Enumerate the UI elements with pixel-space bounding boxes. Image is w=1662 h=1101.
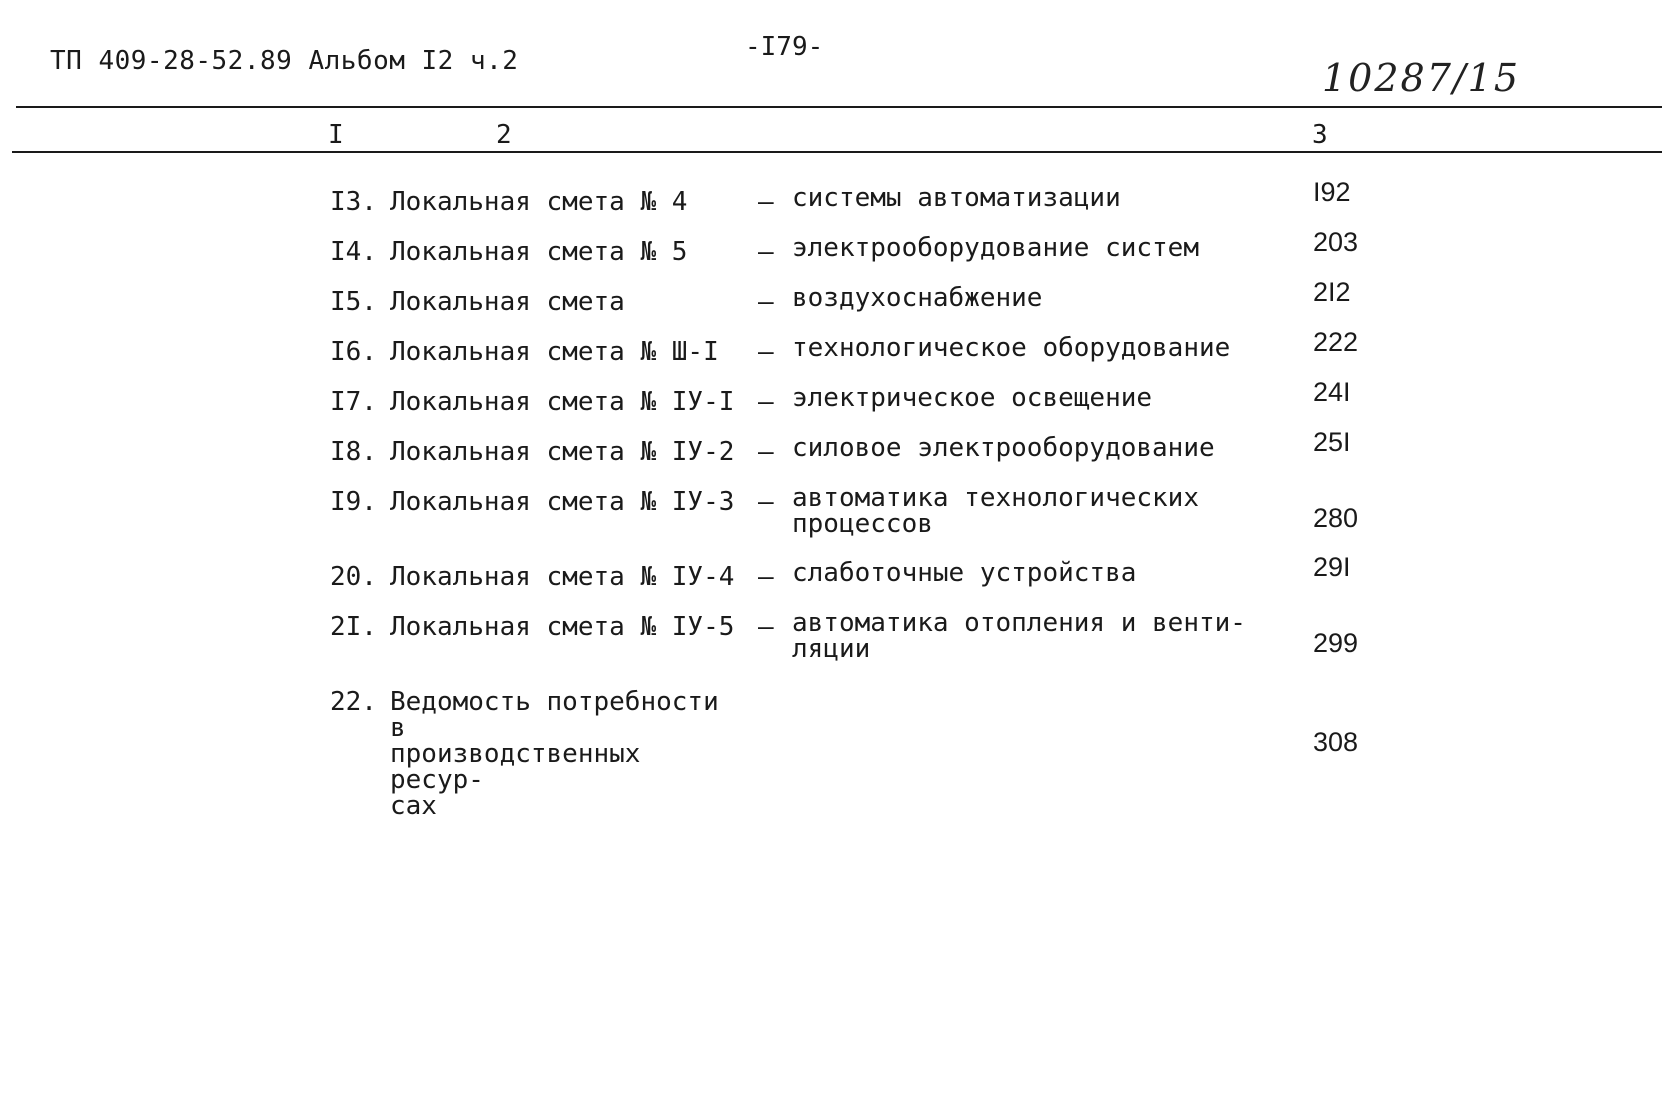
row-number: 2I.	[330, 612, 377, 642]
row-dash: –	[758, 237, 774, 267]
row-dash: –	[758, 387, 774, 417]
row-title: Локальная смета № 4	[390, 187, 688, 217]
row-number: I5.	[330, 287, 377, 317]
row-title: Локальная смета № IУ-5	[390, 612, 735, 642]
row-page: 29I	[1313, 552, 1351, 582]
column-header-2: 2	[496, 120, 512, 150]
row-dash: –	[758, 562, 774, 592]
row-description: системы автоматизации	[792, 183, 1121, 213]
row-title: Ведомость потребности в производственных ресур- сах	[390, 687, 719, 821]
row-page: 222	[1313, 327, 1359, 357]
row-description: воздухоснабжение	[792, 283, 1043, 313]
row-title: Локальная смета № IУ-I	[390, 387, 735, 417]
document-code: ТП 409-28-52.89 Альбом I2 ч.2	[50, 46, 519, 76]
row-dash: –	[758, 187, 774, 217]
row-dash: –	[758, 612, 774, 642]
row-dash: –	[758, 437, 774, 467]
row-number: I6.	[330, 337, 377, 367]
row-number: I4.	[330, 237, 377, 267]
header-rule-top	[16, 106, 1662, 108]
row-number: I7.	[330, 387, 377, 417]
row-number: I3.	[330, 187, 377, 217]
row-dash: –	[758, 287, 774, 317]
row-title: Локальная смета № IУ-4	[390, 562, 735, 592]
row-dash: –	[758, 487, 774, 517]
row-description: силовое электрооборудование	[792, 433, 1215, 463]
row-page: 203	[1313, 227, 1359, 257]
column-header-1: I	[328, 120, 344, 150]
column-header-3: 3	[1312, 120, 1328, 150]
row-number: I8.	[330, 437, 377, 467]
row-number: I9.	[330, 487, 377, 517]
row-title: Локальная смета № Ш-I	[390, 337, 719, 367]
row-page: 308	[1313, 727, 1359, 757]
row-description: слаботочные устройства	[792, 558, 1137, 588]
page-number: -I79-	[745, 32, 824, 62]
row-description: технологическое оборудование	[792, 333, 1231, 363]
row-page: 280	[1313, 503, 1359, 533]
header-rule-bottom	[12, 151, 1662, 153]
row-page: 25I	[1313, 427, 1351, 457]
row-page: 24I	[1313, 377, 1351, 407]
row-number: 20.	[330, 562, 377, 592]
row-title: Локальная смета № 5	[390, 237, 688, 267]
row-description: электрическое освещение	[792, 383, 1153, 413]
row-title: Локальная смета № IУ-3	[390, 487, 735, 517]
row-page: 2I2	[1313, 277, 1351, 307]
handwritten-number: 10287/15	[1322, 56, 1521, 100]
row-title: Локальная смета	[390, 287, 625, 317]
row-title: Локальная смета № IУ-2	[390, 437, 735, 467]
row-description: автоматика отопления и венти- ляции	[792, 608, 1246, 664]
row-description: автоматика технологических процессов	[792, 483, 1199, 539]
row-page: I92	[1313, 177, 1351, 207]
row-dash: –	[758, 337, 774, 367]
row-description: электрооборудование систем	[792, 233, 1199, 263]
row-page: 299	[1313, 628, 1359, 658]
row-number: 22.	[330, 687, 377, 717]
